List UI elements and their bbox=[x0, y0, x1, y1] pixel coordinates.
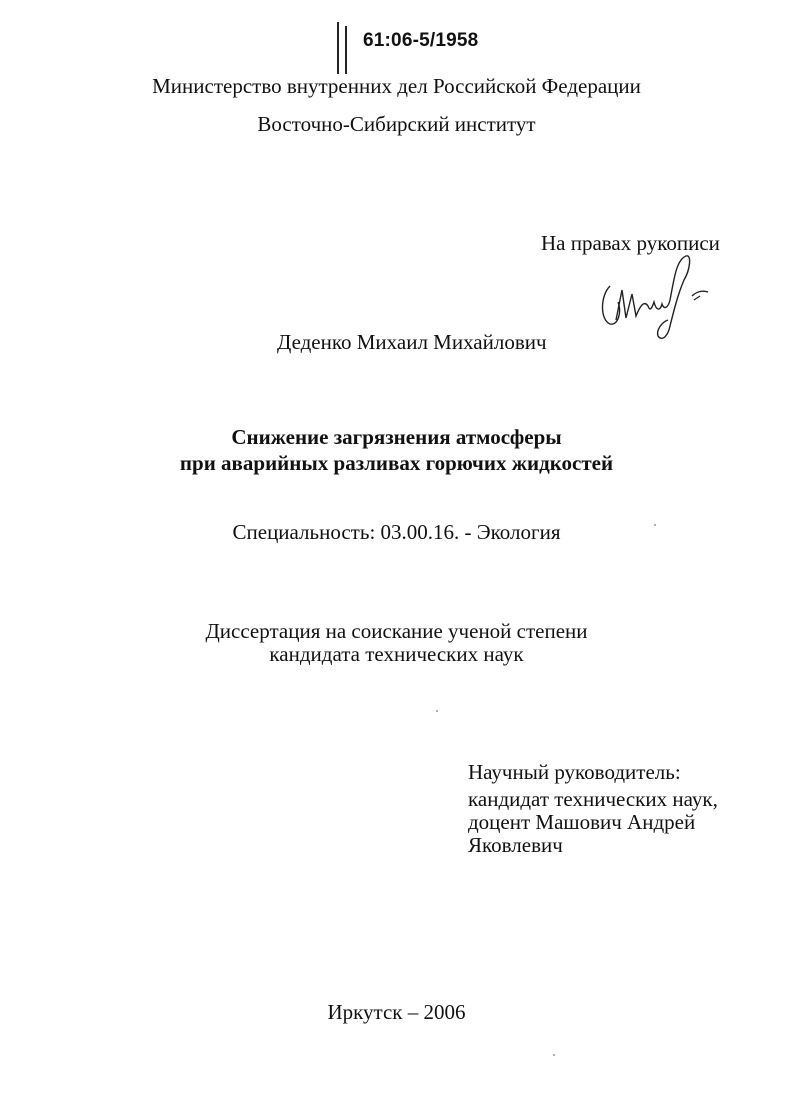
supervisor-name-cont: Яковлевич bbox=[468, 833, 563, 857]
handwritten-signature bbox=[596, 250, 716, 350]
supervisor-label: Научный руководитель: bbox=[468, 760, 681, 784]
stamp-code: 61:06-5/1958 bbox=[363, 30, 479, 51]
author-name: Деденко Михаил Михайлович bbox=[277, 330, 547, 354]
city-year: Иркутск – 2006 bbox=[327, 1000, 466, 1024]
scan-speck bbox=[654, 524, 656, 526]
degree-line2: кандидата технических наук bbox=[269, 642, 524, 666]
archive-stamp bbox=[337, 22, 517, 74]
degree-line1: Диссертация на соискание ученой степени bbox=[205, 619, 588, 643]
manuscript-rights: На правах рукописи bbox=[541, 231, 720, 255]
stamp-bar bbox=[337, 22, 339, 74]
supervisor-name: доцент Машович Андрей bbox=[468, 810, 696, 834]
dissertation-title-line1: Снижение загрязнения атмосферы bbox=[231, 425, 562, 449]
scan-speck bbox=[436, 710, 438, 712]
ministry-name: Министерство внутренних дел Российской Федерации bbox=[152, 74, 641, 98]
supervisor-degree: кандидат технических наук, bbox=[468, 787, 718, 811]
institute-name: Восточно-Сибирский институт bbox=[257, 112, 536, 136]
stamp-bar bbox=[345, 26, 347, 74]
dissertation-title-line2: при аварийных разливах горючих жидкостей bbox=[179, 451, 614, 475]
specialty: Специальность: 03.00.16. - Экология bbox=[232, 520, 561, 544]
scan-speck bbox=[553, 1054, 555, 1056]
